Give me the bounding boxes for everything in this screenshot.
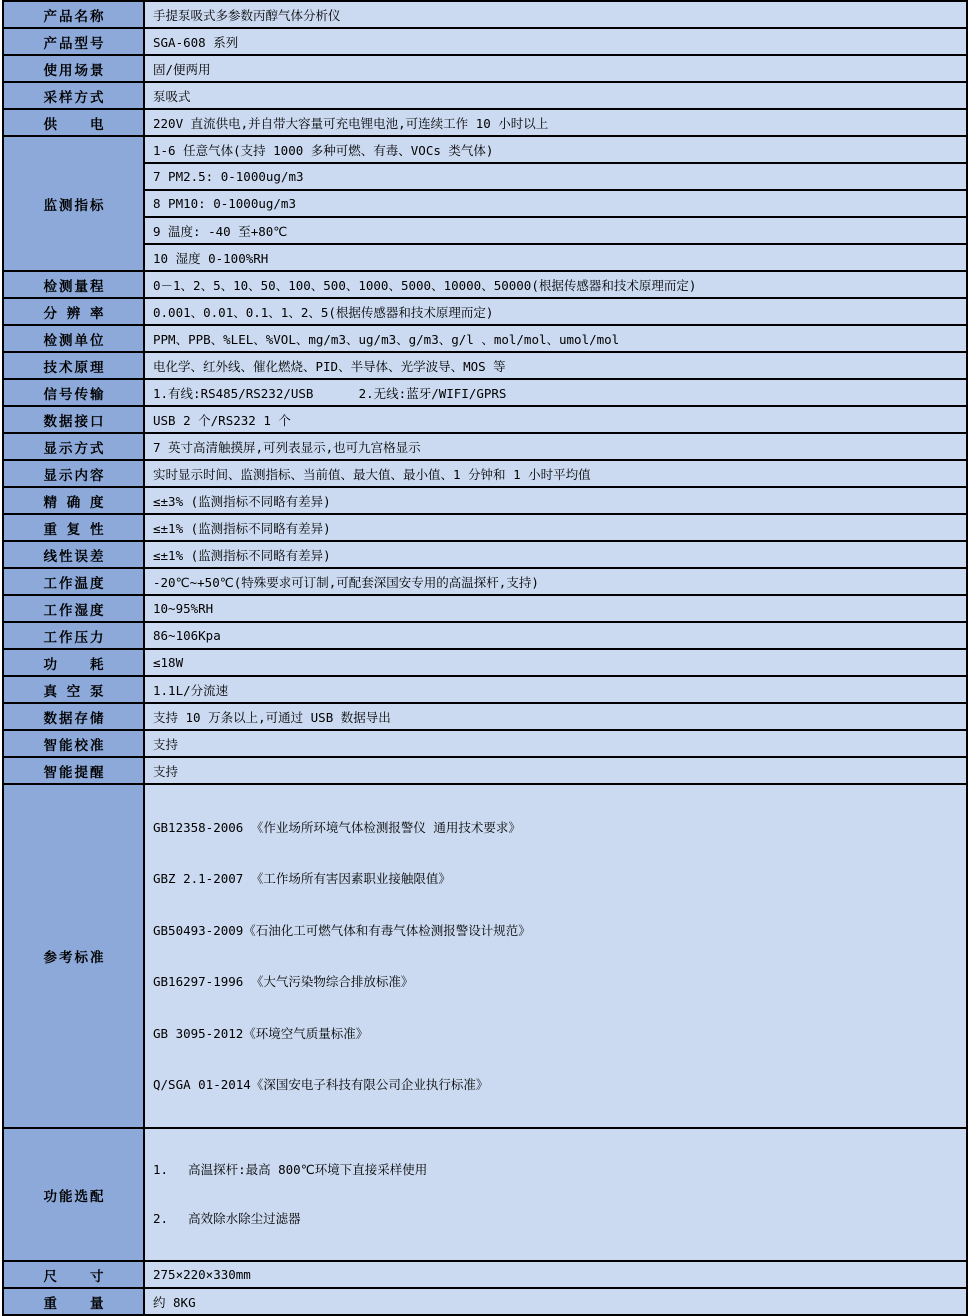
reference-standard-line: GB50493-2009《石油化工可燃气体和有毒气体检测报警设计规范》 xyxy=(153,922,531,938)
label-text: 数据存储 xyxy=(43,710,104,727)
label-sampling-method xyxy=(3,82,144,109)
label-signal-transmission xyxy=(3,379,144,406)
value-operating-pressure: 86~106Kpa xyxy=(144,622,967,649)
label-text: 智能提醒 xyxy=(43,764,104,781)
label-text: 功耗 xyxy=(43,656,104,673)
table-row xyxy=(3,271,967,298)
label-text: 供电 xyxy=(43,116,104,133)
optional-feature-line: 2. 高效除水除尘过滤器 xyxy=(153,1210,301,1226)
label-reference-standards xyxy=(3,784,144,1128)
table-row xyxy=(3,514,967,541)
label-data-storage xyxy=(3,703,144,730)
table-row xyxy=(3,217,967,244)
label-product-model xyxy=(3,28,144,55)
label-text: 使用场景 xyxy=(43,62,104,79)
value-optional-features xyxy=(144,1128,967,1261)
label-accuracy xyxy=(3,487,144,514)
table-row xyxy=(3,82,967,109)
label-text: 尺寸 xyxy=(43,1268,104,1285)
value-technical-principle: 电化学、红外线、催化燃烧、PID、半导体、光学波导、MOS 等 xyxy=(144,352,967,379)
label-detection-range xyxy=(3,271,144,298)
value-signal-transmission: 1.有线:RS485/RS232/USB 2.无线:蓝牙/WIFI/GPRS xyxy=(144,379,967,406)
label-text: 智能校准 xyxy=(43,737,104,754)
label-operating-pressure xyxy=(3,622,144,649)
table-row xyxy=(3,1,967,28)
label-optional-features xyxy=(3,1128,144,1261)
value-reference-standards xyxy=(144,784,967,1128)
value-data-interface: USB 2 个/RS232 1 个 xyxy=(144,406,967,433)
table-row xyxy=(3,460,967,487)
table-row xyxy=(3,379,967,406)
value-display-content: 实时显示时间、监测指标、当前值、最大值、最小值、1 分钟和 1 小时平均值 xyxy=(144,460,967,487)
label-text: 工作温度 xyxy=(43,575,104,592)
label-product-name xyxy=(3,1,144,28)
label-text: 产品型号 xyxy=(43,35,104,52)
table-row xyxy=(3,406,967,433)
table-row xyxy=(3,1288,967,1315)
label-text: 真空泵 xyxy=(43,683,104,700)
value-monitoring-indicator-2: 7 PM2.5: 0-1000ug/m3 xyxy=(144,163,967,190)
reference-standard-line: GB 3095-2012《环境空气质量标准》 xyxy=(153,1025,369,1041)
label-text: 数据接口 xyxy=(43,413,104,430)
label-text: 显示内容 xyxy=(43,467,104,484)
value-power-consumption: ≤18W xyxy=(144,649,967,676)
label-detection-units xyxy=(3,325,144,352)
table-row xyxy=(3,1128,967,1261)
label-operating-humidity xyxy=(3,595,144,622)
label-repeatability xyxy=(3,514,144,541)
reference-standard-line: GBZ 2.1-2007 《工作场所有害因素职业接触限值》 xyxy=(153,871,451,887)
label-text: 采样方式 xyxy=(43,89,104,106)
table-row xyxy=(3,55,967,82)
label-text: 检测单位 xyxy=(43,332,104,349)
table-row xyxy=(3,352,967,379)
label-text: 技术原理 xyxy=(43,359,104,376)
table-row xyxy=(3,784,967,1128)
table-row xyxy=(3,568,967,595)
table-row xyxy=(3,163,967,190)
value-smart-calibration: 支持 xyxy=(144,730,967,757)
label-text: 显示方式 xyxy=(43,440,104,457)
value-data-storage: 支持 10 万条以上,可通过 USB 数据导出 xyxy=(144,703,967,730)
reference-standard-line: GB12358-2006 《作业场所环境气体检测报警仪 通用技术要求》 xyxy=(153,820,521,835)
label-text: 工作压力 xyxy=(43,629,104,646)
value-accuracy: ≤±3% (监测指标不同略有差异) xyxy=(144,487,967,514)
table-row xyxy=(3,757,967,784)
value-monitoring-indicator-3: 8 PM10: 0-1000ug/m3 xyxy=(144,190,967,217)
value-product-model: SGA-608 系列 xyxy=(144,28,967,55)
product-spec-table xyxy=(2,0,968,1316)
label-technical-principle xyxy=(3,352,144,379)
value-usage-scenario: 固/便两用 xyxy=(144,55,967,82)
value-monitoring-indicator-5: 10 湿度 0-100%RH xyxy=(144,244,967,271)
value-product-name: 手提泵吸式多参数丙醇气体分析仪 xyxy=(144,1,967,28)
value-power-supply: 220V 直流供电,并自带大容量可充电锂电池,可连续工作 10 小时以上 xyxy=(144,109,967,136)
value-monitoring-indicator-4: 9 温度: -40 至+80℃ xyxy=(144,217,967,244)
label-data-interface xyxy=(3,406,144,433)
table-row xyxy=(3,541,967,568)
table-row xyxy=(3,136,967,163)
label-text: 信号传输 xyxy=(43,386,104,403)
value-weight: 约 8KG xyxy=(144,1288,967,1315)
label-vacuum-pump xyxy=(3,676,144,703)
table-row xyxy=(3,298,967,325)
table-row xyxy=(3,325,967,352)
label-text: 参考标准 xyxy=(43,950,104,967)
value-display-mode: 7 英寸高清触摸屏,可列表显示,也可九宫格显示 xyxy=(144,433,967,460)
label-usage-scenario xyxy=(3,55,144,82)
table-row xyxy=(3,244,967,271)
table-row xyxy=(3,730,967,757)
value-linearity-error: ≤±1% (监测指标不同略有差异) xyxy=(144,541,967,568)
label-text: 重量 xyxy=(43,1295,104,1312)
table-row xyxy=(3,595,967,622)
label-text: 功能选配 xyxy=(43,1188,104,1205)
value-resolution: 0.001、0.01、0.1、1、2、5(根据传感器和技术原理而定) xyxy=(144,298,967,325)
label-text: 监测指标 xyxy=(43,197,104,214)
label-text: 线性误差 xyxy=(43,548,104,565)
reference-standard-line: Q/SGA 01-2014《深国安电子科技有限公司企业执行标准》 xyxy=(153,1077,489,1093)
label-display-mode xyxy=(3,433,144,460)
table-row xyxy=(3,703,967,730)
table-row xyxy=(3,676,967,703)
value-vacuum-pump: 1.1L/分流速 xyxy=(144,676,967,703)
table-row xyxy=(3,433,967,460)
reference-standard-line: GB16297-1996 《大气污染物综合排放标准》 xyxy=(153,974,414,990)
label-text: 产品名称 xyxy=(43,8,104,25)
value-operating-temperature: -20℃~+50℃(特殊要求可订制,可配套深国安专用的高温探杆,支持) xyxy=(144,568,967,595)
label-text: 检测量程 xyxy=(43,278,104,295)
label-text: 精确度 xyxy=(43,494,104,511)
value-dimensions: 275×220×330mm xyxy=(144,1261,967,1288)
value-sampling-method: 泵吸式 xyxy=(144,82,967,109)
label-monitoring-indicators xyxy=(3,136,144,271)
value-detection-units: PPM、PPB、%LEL、%VOL、mg/m3、ug/m3、g/m3、g/l 、mol/mol、umol/mol xyxy=(144,325,967,352)
table-row xyxy=(3,1261,967,1288)
label-smart-calibration xyxy=(3,730,144,757)
table-row xyxy=(3,190,967,217)
value-smart-reminder: 支持 xyxy=(144,757,967,784)
value-detection-range: 0－1、2、5、10、50、100、500、1000、5000、10000、50000(根据传感器和技术原理而定) xyxy=(144,271,967,298)
label-display-content xyxy=(3,460,144,487)
value-operating-humidity: 10~95%RH xyxy=(144,595,967,622)
table-row xyxy=(3,487,967,514)
label-operating-temperature xyxy=(3,568,144,595)
label-power-supply xyxy=(3,109,144,136)
optional-feature-line: 1. 高温探杆:最高 800℃环境下直接采样使用 xyxy=(153,1162,428,1178)
table-row xyxy=(3,109,967,136)
label-power-consumption xyxy=(3,649,144,676)
label-resolution xyxy=(3,298,144,325)
label-text: 分辨率 xyxy=(43,305,104,322)
table-row xyxy=(3,28,967,55)
label-linearity-error xyxy=(3,541,144,568)
value-monitoring-indicator-1: 1-6 任意气体(支持 1000 多种可燃、有毒、VOCs 类气体) xyxy=(144,136,967,163)
label-weight xyxy=(3,1288,144,1315)
label-text: 重复性 xyxy=(43,521,104,538)
value-repeatability: ≤±1% (监测指标不同略有差异) xyxy=(144,514,967,541)
table-row xyxy=(3,649,967,676)
label-dimensions xyxy=(3,1261,144,1288)
label-text: 工作湿度 xyxy=(43,602,104,619)
table-row xyxy=(3,622,967,649)
label-smart-reminder xyxy=(3,757,144,784)
